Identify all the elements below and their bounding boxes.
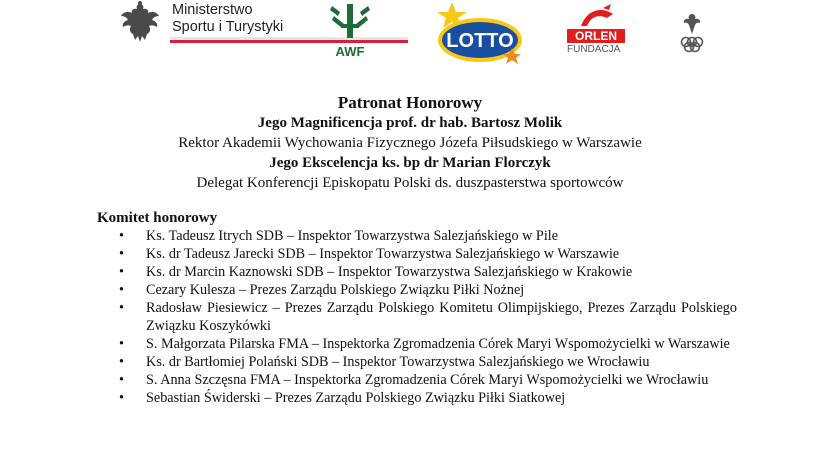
list-item: • Radosław Piesiewicz – Prezes Zarządu Polskiego Komitetu Olimpijskiego, Prezes Zarządu Polskiego Związku Koszykówki bbox=[119, 300, 737, 334]
patron-1-role: Rektor Akademii Wychowania Fizycznego Józefa Piłsudskiego w Warszawie bbox=[178, 135, 642, 151]
list-item: • Ks. dr Bartłomiej Polański SDB – Inspektor Towarzystwa Salezjańskiego we Wrocławiu bbox=[119, 353, 650, 370]
orlen-logo bbox=[567, 2, 627, 54]
committee-title: Komitet honorowy bbox=[97, 210, 218, 226]
list-item: • S. Anna Szczęsna FMA – Inspektorka Zgromadzenia Córek Maryi Wspomożycielki we Wrocławiu bbox=[119, 371, 709, 388]
olympic-committee-logo bbox=[678, 12, 706, 56]
svg-text:LOTTO: LOTTO bbox=[446, 30, 514, 52]
olympic-rings-icon bbox=[678, 12, 706, 56]
awf-logo bbox=[326, 2, 374, 62]
svg-text:AWF: AWF bbox=[335, 44, 365, 59]
list-item: • S. Małgorzata Pilarska FMA – Inspektorka Zgromadzenia Córek Maryi Wspomożycielki w Warszawie bbox=[119, 335, 730, 352]
list-item: • Ks. Tadeusz Itrych SDB – Inspektor Towarzystwa Salezjańskiego w Pile bbox=[119, 228, 558, 244]
list-item: • Ks. dr Tadeusz Jarecki SDB – Inspektor Towarzystwa Salezjańskiego w Warszawie bbox=[119, 246, 620, 262]
orlen-eagle-icon bbox=[567, 2, 625, 30]
lotto-logo bbox=[432, 0, 526, 66]
list-item: • Sebastian Świderski – Prezes Zarządu Polskiego Związku Piłki Siatkowej bbox=[119, 389, 566, 406]
patron-2-role: Delegat Konferencji Episkopatu Polski ds. duszpasterstwa sportowców bbox=[196, 175, 624, 191]
patron-2-name: Jego Ekscelencja ks. bp dr Marian Florczyk bbox=[269, 155, 551, 171]
orlen-name: ORLEN bbox=[567, 29, 625, 43]
list-item: • Cezary Kulesza – Prezes Zarządu Polskiego Związku Piłki Nożnej bbox=[119, 282, 525, 298]
patron-1-name: Jego Magnificencja prof. dr hab. Bartosz Molik bbox=[257, 115, 563, 131]
committee-list bbox=[97, 228, 737, 408]
list-item: • Ks. dr Marcin Kaznowski SDB – Inspektor Towarzystwa Salezjańskiego w Krakowie bbox=[119, 264, 633, 280]
logo-bar bbox=[0, 0, 820, 75]
ministry-logo bbox=[118, 0, 298, 50]
orlen-subtitle: FUNDACJA bbox=[567, 44, 621, 55]
ministry-name: Ministerstwo Sportu i Turystyki bbox=[172, 2, 284, 35]
lotto-emblem-icon bbox=[432, 0, 526, 66]
polish-eagle-icon bbox=[118, 0, 162, 46]
awf-emblem-icon bbox=[326, 2, 374, 62]
patronage-title: Patronat Honorowy bbox=[337, 93, 483, 112]
